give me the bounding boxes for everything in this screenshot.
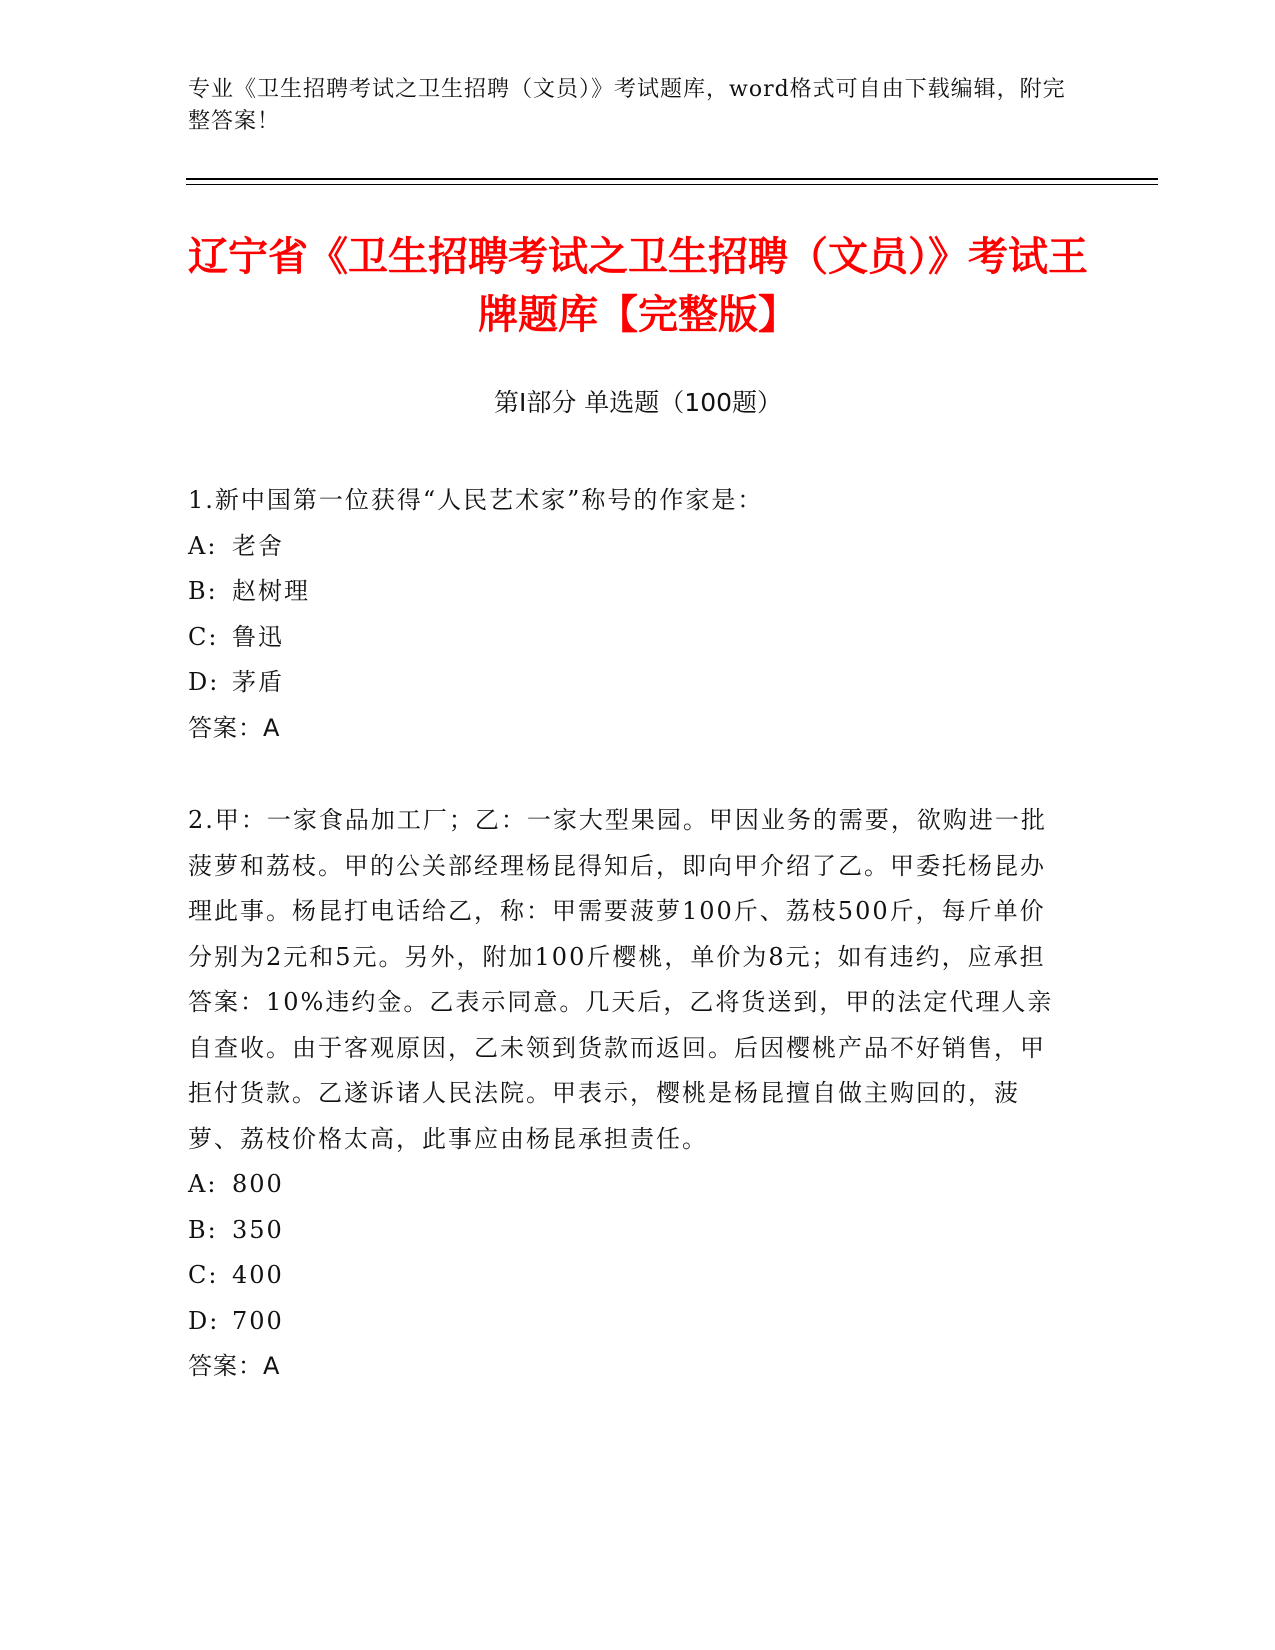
answer: 答案：A	[188, 713, 281, 742]
option-text: 茅盾	[232, 668, 284, 696]
option-text: 400	[232, 1261, 284, 1289]
document-title: 辽宁省《卫生招聘考试之卫生招聘（文员）》考试王牌题库【完整版】	[188, 234, 1088, 338]
header-note: 专业《卫生招聘考试之卫生招聘（文员）》考试题库，word格式可自由下载编辑，附完整答案！	[188, 77, 1066, 134]
option-text: 700	[232, 1306, 284, 1335]
option-text: 800	[232, 1170, 284, 1198]
question-2	[188, 798, 1068, 1390]
question-stem: 1.新中国第一位获得“人民艺术家”称号的作家是：	[188, 486, 764, 514]
header-rule-thick	[186, 178, 1158, 180]
section-title: 第I部分 单选题（100题）	[493, 388, 783, 417]
option-text: 赵树理	[232, 577, 310, 605]
option-text: 老舍	[232, 531, 284, 560]
option-key: A:	[188, 531, 218, 560]
answer: 答案：A	[188, 1352, 281, 1380]
question-1	[188, 478, 1068, 751]
option-c	[188, 615, 1068, 661]
question-stem: 2.甲：一家食品加工厂；乙：一家大型果园。甲因业务的需要，欲购进一批菠萝和荔枝。甲的公关部经理杨昆得知后，即向甲介绍了乙。甲委托杨昆办理此事。杨昆打电话给乙，称：甲需要菠萝100斤、荔枝500斤，每斤单价分别为2元和5元。另外，附加100斤樱桃，单价为8元；如有违约，应承担答案：10%违约金。乙表示同意。几天后，乙将货送到，甲的法定代理人亲自查收。由于客观原因，乙未领到货款而返回。后因樱桃产品不好销售，甲拒付货款。乙遂诉诸人民法院。甲表示，樱桃是杨昆擅自做主购回的，菠萝、荔枝价格太高，此事应由杨昆承担责任。	[188, 806, 1054, 1153]
option-a	[188, 524, 1068, 570]
option-d	[188, 660, 1068, 706]
option-d	[188, 1299, 1068, 1345]
option-key: D:	[188, 668, 220, 696]
option-key: C:	[188, 1261, 219, 1289]
option-b	[188, 569, 1068, 615]
option-key: A:	[188, 1170, 218, 1198]
option-b	[188, 1208, 1068, 1254]
option-text: 350	[232, 1215, 284, 1244]
option-a	[188, 1162, 1068, 1208]
option-key: B:	[188, 1215, 218, 1244]
option-key: C:	[188, 622, 219, 651]
header-rule-thin	[186, 184, 1158, 185]
option-c	[188, 1253, 1068, 1299]
option-key: D:	[188, 1306, 220, 1335]
option-text: 鲁迅	[232, 622, 284, 651]
option-key: B:	[188, 577, 218, 605]
